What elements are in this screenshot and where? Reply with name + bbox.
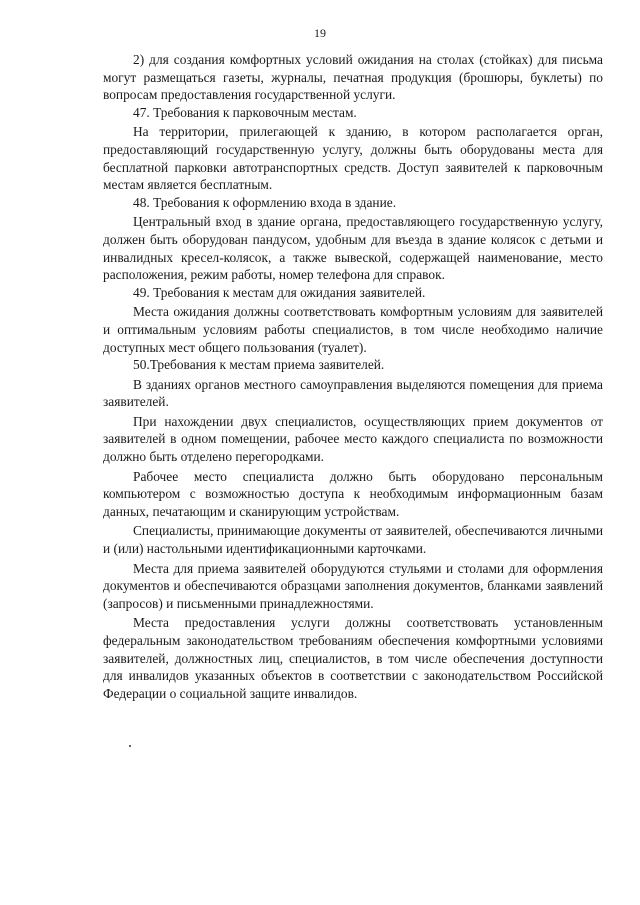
- heading-parking-requirements: 47. Требования к парковочным местам.: [133, 104, 357, 120]
- paragraph-waiting-print-materials: 2) для создания комфортных условий ожидания на столах (стойках) для письма могут размещаться газеты, журналы, печатная продукция (брошюры, буклеты) по вопросам предоставления государственной услуги.: [103, 52, 603, 103]
- paragraph-parking: На территории, прилегающей к зданию, в котором располагается орган, предоставляющий государственную услугу, должны быть оборудованы места для бесплатной парковки автотранспортных средств. Доступ заявителей к парковочным местам является бесплатным.: [103, 124, 603, 193]
- heading-waiting-area-requirements: 49. Требования к местам для ожидания заявителей.: [133, 284, 426, 300]
- paragraph-furniture-forms: Места для приема заявителей оборудуются стульями и столами для оформления документов и обеспечиваются образцами заполнения документов, бланками заявлений (запросов) и письменными принадлежностями.: [103, 560, 603, 611]
- paragraph-workplace-equipment: Рабочее место специалиста должно быть оборудовано персональным компьютером с возможностью доступа к необходимым информационным базам данных, печатающим и сканирующим устройствам.: [103, 468, 603, 519]
- paragraph-id-cards: Специалисты, принимающие документы от заявителей, обеспечиваются личными и (или) настольными идентификационными карточками.: [103, 523, 603, 557]
- paragraph-waiting-area: Места ожидания должны соответствовать комфортным условиям для заявителей и оптимальным условиям работы специалистов, в том числе необходимо наличие доступных мест общего пользования (туалет).: [103, 304, 603, 355]
- paragraph-entrance: Центральный вход в здание органа, предоставляющего государственную услугу, должен быть оборудован пандусом, удобным для въезда в здание колясок с детьми и инвалидных кресел-колясок, а также вывеской, содержащей наименование, место расположения, режим работы, номер телефона для справок.: [103, 214, 603, 283]
- heading-reception-requirements: 50.Требования к местам приема заявителей.: [133, 357, 385, 373]
- paragraph-two-specialists: При нахождении двух специалистов, осуществляющих прием документов от заявителей в одном помещении, рабочее место каждого специалиста по возможности должно быть отделено перегородками.: [103, 413, 603, 465]
- scan-speck: [129, 745, 131, 747]
- heading-entrance-requirements: 48. Требования к оформлению входа в здание.: [133, 194, 397, 210]
- page-number: 19: [314, 26, 326, 40]
- paragraph-accessibility: Места предоставления услуги должны соответствовать установленным федеральным законодательством требованиям обеспечения комфортными условиями заявителей, должностных лиц, специалистов, в том числе обеспечения доступности для инвалидов указанных объектов в соответствии с законодательством Российской Федерации о социальной защите инвалидов.: [103, 615, 603, 701]
- document-body: [103, 51, 603, 702]
- paragraph-reception-rooms: В зданиях органов местного самоуправления выделяются помещения для приема заявителей.: [103, 376, 603, 410]
